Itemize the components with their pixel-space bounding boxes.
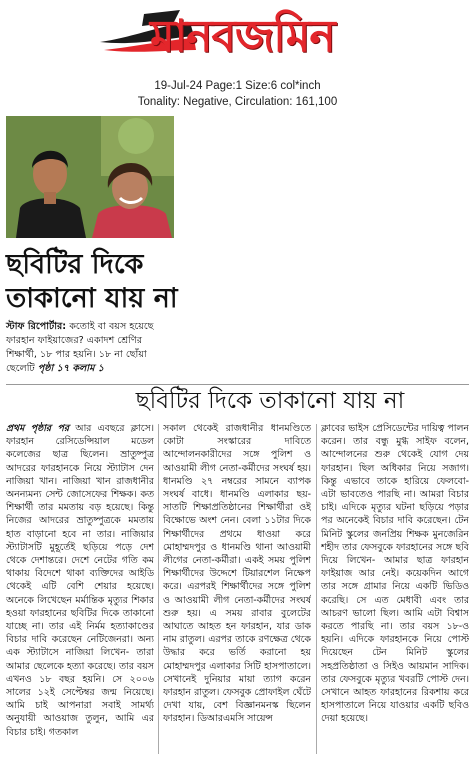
masthead xyxy=(0,0,475,72)
intro-text: কতোই বা বয়স হয়েছে ফারহান ফাইয়াজের? একাদশ শ্রেণির শিক্ষার্থী, ১৮ পার হয়নি। ১৮ না ছোঁয়া ছেলেটি xyxy=(6,321,154,374)
continued-on-page: পৃষ্ঠা ১৭ কলাম ১ xyxy=(37,363,104,374)
clipping-meta-tonality: Tonality: Negative, Circulation: 161,100 xyxy=(137,96,338,108)
masthead-title[interactable]: মানবজমিন xyxy=(150,11,335,62)
continuation-headline: ছবিটির দিকে তাকানো যায় না xyxy=(135,388,405,414)
column-divider xyxy=(316,424,317,754)
headline-line-2: তাকানো যায় না xyxy=(6,283,178,314)
article-photo xyxy=(6,116,174,238)
clipping-meta-page: 19-Jul-24 Page:1 Size:6 col*inch xyxy=(154,80,321,92)
article-intro xyxy=(6,320,176,376)
column-1-text: আর এবছরে ক্লাসে। ফারহান রেসিডেন্সিয়াল মডেল কলেজের ছাত্র ছিলেন। ভ্রাতুষ্পুত্র আদরের ফারহানকে নিয়ে স্ট্যাটাস দেন নাজিয়া খান। নাজিয়া খান রাজধানীর অনন্যমন্য সেন্ট জোসেফের শিক্ষক। কত শিক্ষার্থী তার মমতায় বড় হয়েছে। কিন্তু নিজের আদরের ভ্রাতুষ্পুত্রকে মমতায় হাত বাড়ানো হবে না তার। নাজিয়ার স্ট্যাটাসটি মুহূর্তেই ছড়িয়ে পড়ে দেশ থেকে দেশান্তরে। দেশে নেটের গতি কম থাকায় বিদেশে থাকা ব্যক্তিদের আইডি থেকেই এটি বেশি শেয়ার হয়েছে। অনেকে লিখেছেন মর্মান্তিক মৃত্যুর শিকার হওয়া ফারহানের ছবিটির দিকে তাকানো যাচ্ছে না। তার এই নির্মম হত্যাকাণ্ডের বিচার দাবি করেছেন নেটিজেনরা। অন্য এক স্ট্যাটাসে নাজিয়া লিখেন- তারা আমার ছেলেকে হত্যা করেছে। তার বয়স এখনও ১৮ বছর হয়নি। সে ২০০৬ সালের ১২ই সেপ্টেম্বর জন্ম নিয়েছে। আমি চাই আপনারা সবাই সামর্থ্য অনুযায়ী আওয়াজ তুলুন, আমি এর বিচার চাই। গতকাল xyxy=(6,423,154,738)
article-column-1 xyxy=(6,422,154,757)
article-photo-image xyxy=(6,116,174,238)
article-column-3: ক্লাবের ভাইস প্রেসিডেন্টের দায়িত্ব পালন করেন। তার বন্ধু মুগ্ধ সাইফ বলেন, আন্দোলনের শুরু থেকেই যোগ দেয় ফারহান। ছিল অধিকার নিয়ে সজাগ। কিন্তু এভাবে তাকে হারিয়ে ফেলবো- এটা ভাবতেও পারছি না। আমরা বিচার চাই। এদিকে মৃত্যুর ঘটনা ছড়িয়ে পড়ার পর অনেকেই বিচার দাবি করেছেন। টেন মিনিট স্কুলের জনপ্রিয় শিক্ষক মুনজেরিন শহীদ তার ফেসবুকে ফারহানের সঙ্গে ছবি দিয়ে লিখেন- আমার ছাত্র ফারহান ফাইয়াজ আর নেই। কয়েকদিন আগে তার সঙ্গে গ্রামার নিয়ে একটি ভিডিও করেছি। সে এত মেধাবী এবং তার আচরণ ভালো ছিল। আমি এটা বিশ্বাস করতে পারছি না। তার বয়স ১৮-ও হয়নি। এদিকে ফারহানকে নিয়ে পোস্ট দিয়েছেন টেন মিনিট স্কুলের সহপ্রতিষ্ঠাতা ও সিইও আয়মান সাদিক। তার ফেসবুকে মৃত্যুর খবরটি পোস্ট দেন। সেখানে আহত ফারহানের রিকশায় করে হাসপাতালে নিয়ে যাওয়ার একটি ছবিও দেয়া হয়েছে। xyxy=(321,423,469,725)
section-divider xyxy=(6,384,469,385)
byline: স্টাফ রিপোর্টার: xyxy=(6,321,67,332)
article-column-2: সকাল থেকেই রাজধানীর ধানমণ্ডিতে কোটা সংস্কারের দাবিতে আন্দোলনকারীদের সঙ্গে পুলিশ ও আওয়ামী লীগ নেতা-কর্মীদের সংঘর্ষ হয়। ধানমণ্ডি ২৭ নম্বরের সামনে ব্যাপক সংঘর্ষ বাধে। ধানমণ্ডি এলাকার ছয়-সাতটি শিক্ষাপ্রতিষ্ঠানের শিক্ষার্থীরা ওই বিক্ষোভে অংশ নেন। বেলা ১১টার দিকে শিক্ষার্থীদের প্রথমে ধাওয়া করে মোহাম্মদপুর ও ধানমণ্ডি থানা আওয়ামী লীগের নেতা-কর্মীরা। একই সময় পুলিশ শিক্ষার্থীদের উদ্দেশে টিয়ারশেল নিক্ষেপ করে। এরপরই শিক্ষার্থীদের সঙ্গে পুলিশ ও আওয়ামী লীগ নেতা-কর্মীদের সংঘর্ষ শুরু হয়। এ সময় রাবার বুলেটের আঘাতে আহত হন ফারহান, যার ডাক নাম রাতুল। এরপর তাকে রণক্ষেত্র থেকে উদ্ধার করে ভর্তি করানো হয় মোহাম্মদপুর এলাকার সিটি হাসপাতালে। সেখানেই দুনিয়ার মায়া ত্যাগ করেন ফারহান রাতুল। ফেসবুক প্রোফাইল ঘেঁটে দেখা যায়, বেশ বিজ্ঞানমনস্ক ছিলেন ফারহান। ডিআরএমসি সায়েন্স xyxy=(163,423,311,725)
from-page-label: প্রথম পৃষ্ঠার পর xyxy=(6,423,70,434)
column-divider xyxy=(158,424,159,754)
headline-line-1: ছবিটির দিকে xyxy=(6,249,144,280)
